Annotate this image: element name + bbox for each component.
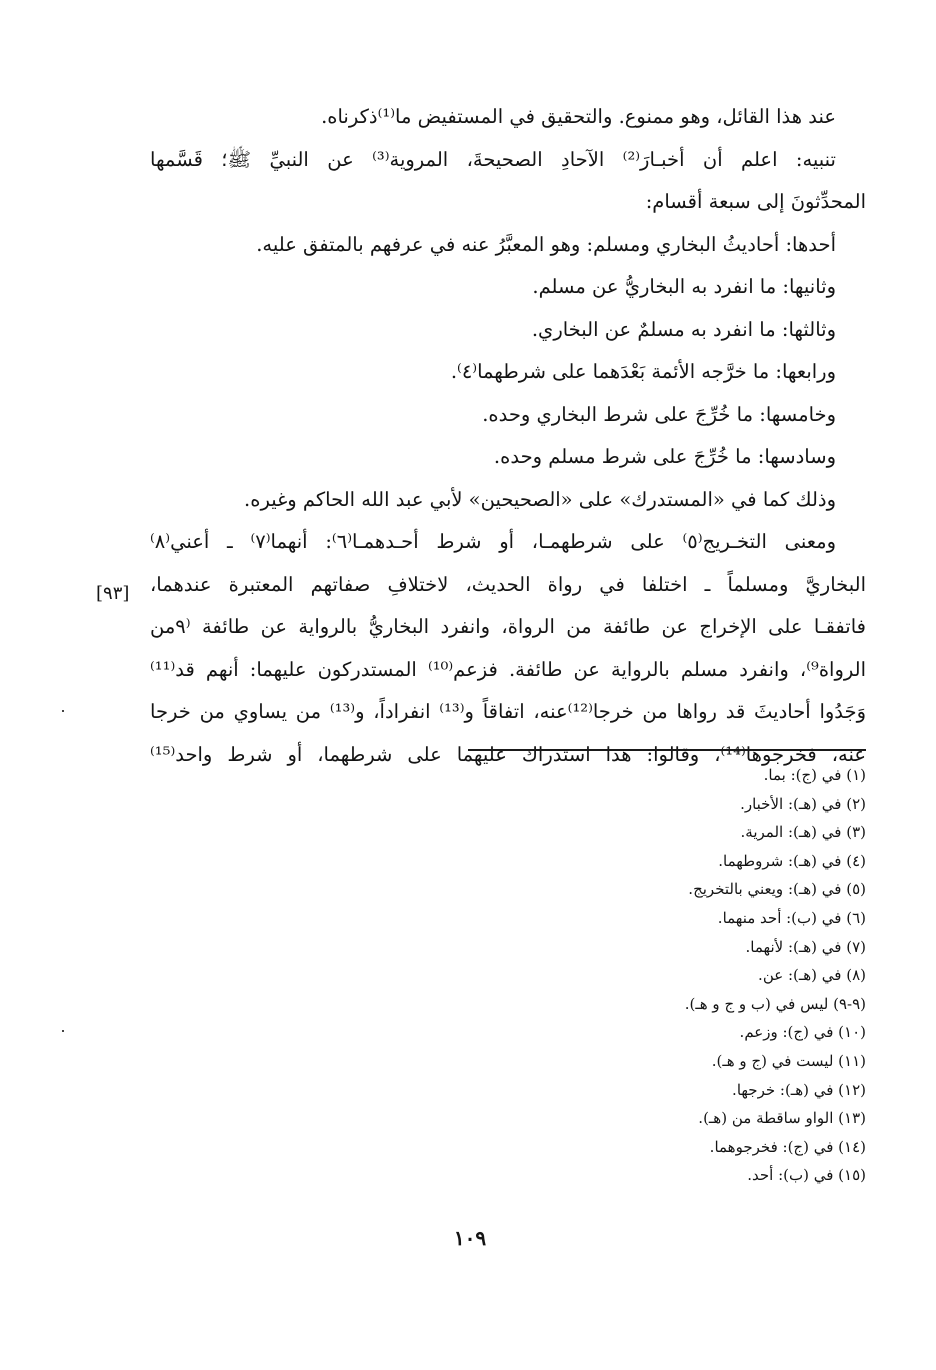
footnote: (٨) في (هـ): عن.: [758, 966, 866, 985]
main-text: [150, 96, 866, 776]
text-line: فاتفقـا على الإخراج عن طائفة من الرواة، وانفرد البخاريُّ بالرواية عن طائفة ⁽٩من: [150, 615, 866, 638]
footnote: (١٥) في (ب): أحد.: [747, 1166, 866, 1185]
footnote: (١٤) في (ج): فخرجوهما.: [709, 1137, 866, 1156]
text-line: وَجَدُوا أحاديثَ قد رواها من خرجا⁽¹²⁾عنه، اتفاقاً و⁽¹³⁾ انفراداً، و⁽¹³⁾ من يساوي من خرجا: [150, 700, 866, 723]
footnote: (١٠) في (ج): وزعم.: [739, 1023, 866, 1042]
text-line: عنه، فخرجوها⁽¹⁴⁾، وقالوا: هذا استدراك عليهما على شرطهما، أو شرط واحد⁽¹⁵⁾: [150, 742, 866, 766]
footnote: (٦) في (ب): أحد منهما.: [717, 908, 866, 927]
footnote: (١) في (ج): بما.: [763, 766, 866, 784]
scan-speck: [62, 1030, 64, 1032]
page-number: ١٠٩: [453, 1226, 487, 1250]
footnote: (٧) في (هـ): لأنهما.: [745, 937, 866, 956]
text-line: وثالثها: ما انفرد به مسلمٌ عن البخاري.: [531, 317, 836, 341]
footnote: (١٣) الواو ساقطة من (هـ).: [698, 1109, 866, 1128]
scan-speck: [62, 710, 64, 712]
footnote: (٢) في (هـ): الأخبار.: [740, 794, 866, 813]
text-line: البخاريَّ ومسلماً ـ اختلفا في رواة الحديث، لاختلافِ صفاتهم المعتبرة عندهما،: [150, 572, 866, 596]
footnote-separator: [468, 749, 866, 751]
text-line: وسادسها: ما خُرِّجَ على شرط مسلم وحده.: [493, 445, 836, 468]
text-line: ومعنى التخـريج⁽٥⁾ على شرطهمـا، أو شرط أحـدهمـا⁽٦⁾: أنهما⁽٧⁾ ـ أعني⁽٨⁾: [150, 530, 837, 553]
footnote: (٣) في (هـ): المرية.: [740, 823, 866, 842]
footnote: (٤) في (هـ): شروطهما.: [718, 851, 866, 870]
text-line: ورابعها: ما خرَّجه الأئمة بَعْدَهما على شرطهما⁽٤⁾.: [450, 360, 836, 383]
text-line: المحدِّثونَ إلى سبعة أقسام:: [645, 190, 866, 213]
margin-page-reference: [٩٣]: [96, 583, 130, 604]
text-line: أحدها: أحاديثُ البخاري ومسلم: وهو المعبَّرُ عنه في عرفهم بالمتفق عليه.: [256, 232, 836, 256]
text-line: وخامسها: ما خُرِّجَ على شرط البخاري وحده.: [482, 402, 836, 426]
text-line: تنبيه: اعلم أن أخبـارَ⁽²⁾ الآحادِ الصحيحةَ، المروية⁽³⁾ عن النبيِّ ﷺ؛ قَسَّمها: [150, 147, 836, 171]
text-line: الرواة⁹⁾، وانفرد مسلم بالرواية عن طائفة. فزعم⁽¹⁰⁾ المستدركون عليهما: أنهم قد⁽¹¹⁾: [150, 657, 866, 681]
footnote: (٩-٩) ليس في (ب و ج و هـ).: [684, 994, 866, 1013]
footnote: (١٢) في (هـ): خرجها.: [732, 1080, 866, 1099]
text-line: وذلك كما في «المستدرك» على «الصحيحين» لأبي عبد الله الحاكم وغيره.: [244, 487, 836, 511]
footnotes: [685, 761, 866, 1190]
footnote: (٥) في (هـ): ويعني بالتخريج.: [688, 880, 866, 899]
footnote: (١١) ليست في (ج و هـ).: [711, 1051, 866, 1070]
text-line: وثانيها: ما انفرد به البخاريُّ عن مسلم.: [532, 275, 836, 298]
text-line: عند هذا القائل، وهو ممنوع. والتحقيق في المستفيض ما⁽¹⁾ذكرناه.: [321, 105, 836, 128]
